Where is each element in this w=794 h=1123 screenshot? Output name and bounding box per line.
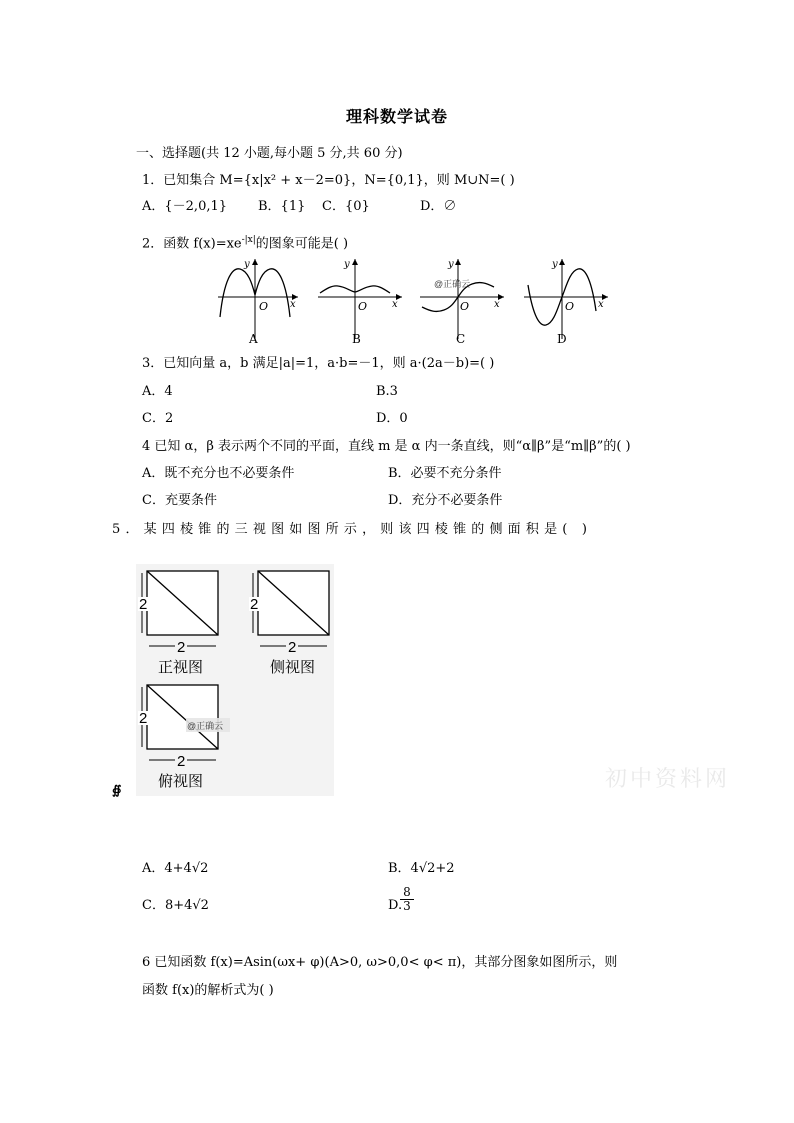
q2-stem-prefix: 2．函数 f(x)=xe <box>142 236 242 252</box>
q2-graph-a-y-label: y <box>244 259 250 270</box>
q2-graph-d-y-label: y <box>552 259 558 270</box>
q2-graph-c-x-label: x <box>494 299 500 310</box>
q6-stem-line2: 函数 f(x)的解析式为( ) <box>142 983 274 998</box>
q5-option-d-numerator: 8 <box>400 886 414 900</box>
q2-graph-b-x-label: x <box>392 299 398 310</box>
q1-option-c: C．{0} <box>322 199 370 214</box>
q2-graph-d <box>518 255 618 345</box>
q1-stem: 1．已知集合 M={x|x² + x－2=0}，N={0,1}，则 M∪N=( ) <box>142 173 515 188</box>
q2-graph-d-label: D <box>557 332 567 346</box>
q3-option-d: D．0 <box>376 411 408 426</box>
q5-stray-mark: ∯ <box>112 783 122 797</box>
q1-option-b: B．{1} <box>258 199 306 214</box>
q3-option-c: C．2 <box>142 411 174 426</box>
q2-graph-a-label: A <box>249 332 258 346</box>
q2-stem <box>142 232 348 252</box>
q4-option-c: C．充要条件 <box>142 493 217 508</box>
q1-option-a: A．{－2,0,1} <box>142 199 228 214</box>
footer-watermark: 初中资料网 <box>605 767 731 792</box>
q2-watermark: @正确云 <box>434 279 471 289</box>
q2-graph-a <box>210 255 310 345</box>
q2-graph-c-origin: O <box>460 300 470 313</box>
q5-three-view-figure <box>136 564 334 796</box>
q4-stem: 4 已知 α，β 表示两个不同的平面，直线 m 是 α 内一条直线，则“α∥β”是“m∥β”的( ) <box>142 439 631 454</box>
q2-graph-d-origin: O <box>565 300 575 313</box>
q3-option-b: B.3 <box>376 384 398 399</box>
q2-graph-c-label: C <box>456 332 466 346</box>
q5-watermark: @正确云 <box>187 721 224 731</box>
q2-graph-d-x-label: x <box>598 299 604 310</box>
q5-front-view-height-label: 2 <box>139 596 148 613</box>
q2-graph-a-origin: O <box>259 300 269 313</box>
q5-top-view-width-label: 2 <box>177 753 186 770</box>
q2-stem-exponent: -|x| <box>241 235 256 245</box>
q5-stem: 5．某四棱锥的三视图如图所示，则该四棱锥的侧面积是( ) <box>112 522 593 537</box>
q1-option-d: D．∅ <box>420 199 457 214</box>
q5-side-view-caption: 侧视图 <box>270 659 316 676</box>
q4-option-b: B．必要不充分条件 <box>388 466 502 481</box>
q3-option-a: A．4 <box>142 384 173 399</box>
q5-option-d-fraction <box>400 886 414 913</box>
q5-front-view-caption: 正视图 <box>158 659 204 676</box>
q5-option-b: B．4√2+2 <box>388 861 455 876</box>
q6-stem-line1: 6 已知函数 f(x)=Asin(ωx+ φ)(A>0, ω>0,0< φ< π)，其部分图象如图所示，则 <box>142 955 618 970</box>
q5-side-view-width-label: 2 <box>288 639 297 656</box>
q2-graph-b-origin: O <box>358 300 368 313</box>
section-heading: 一、选择题(共 12 小题,每小题 5 分,共 60 分) <box>136 146 403 161</box>
q4-option-d: D．充分不必要条件 <box>388 493 503 508</box>
q5-front-view-width-label: 2 <box>177 639 186 656</box>
q2-graph-b <box>312 255 412 345</box>
q5-option-a: A．4+4√2 <box>142 861 209 876</box>
q2-graph-c-y-label: y <box>448 259 454 270</box>
q4-option-a: A．既不充分也不必要条件 <box>142 466 295 481</box>
q5-option-c: C．8+4√2 <box>142 898 209 913</box>
q5-option-d-denominator: 3 <box>403 899 411 913</box>
q2-graph-b-label: B <box>352 332 361 346</box>
exam-title: 理科数学试卷 <box>346 107 449 126</box>
q2-graph-a-x-label: x <box>290 299 296 310</box>
q3-stem: 3．已知向量 a，b 满足|a|=1，a·b=－1，则 a·(2a－b)=( ) <box>142 356 495 371</box>
q2-stem-suffix: 的图象可能是( ) <box>255 236 349 252</box>
q5-top-view-caption: 俯视图 <box>158 773 204 790</box>
q5-top-view-height-label: 2 <box>139 710 148 727</box>
q5-side-view-height-label: 2 <box>250 596 259 613</box>
q5-option-d-prefix: D. <box>388 898 403 913</box>
q2-graph-b-y-label: y <box>344 259 350 270</box>
